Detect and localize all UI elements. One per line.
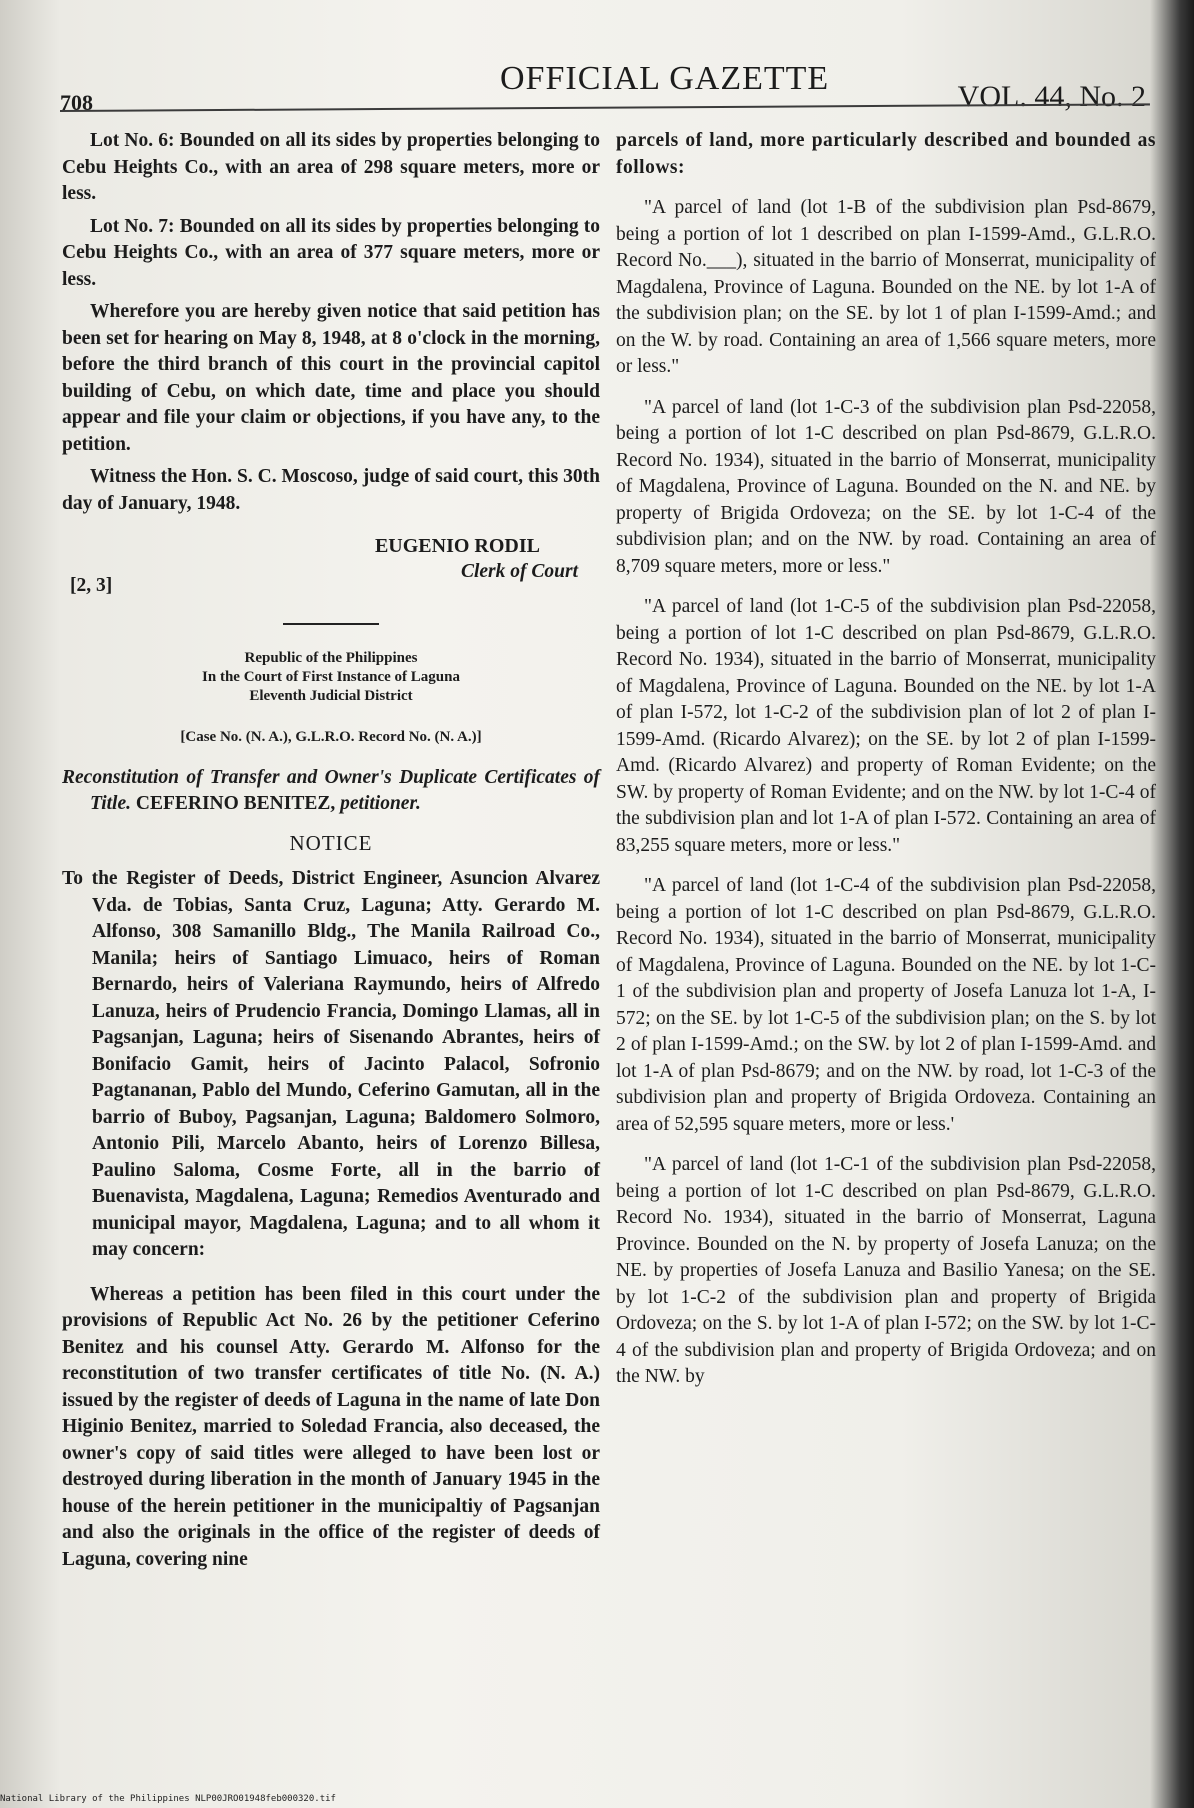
notice-heading: NOTICE	[289, 830, 373, 855]
page-header	[40, 52, 1174, 115]
signer-name: EUGENIO RODIL	[374, 535, 540, 557]
right-column	[616, 128, 1156, 1405]
signer-title: Clerk of Court	[460, 561, 578, 582]
republic-heading: Republic of the Philippines	[244, 650, 418, 666]
left-column	[62, 128, 600, 1585]
court-heading: In the Court of First Instance of Laguna	[202, 669, 460, 685]
parcel-lot-1-c-4: "A parcel of land (lot 1-C-4 of the subdivision plan Psd-22058, being a portion of lot 1-C described on plan Psd-8679, G.L.R.O. Record No. 1934), situated in the barrio of Monserrat, municipality of Magdalena, Province of Laguna. Bounded on the NE. by lot 1-C-1 of the subdivision plan and property of Josefa Lanuza lot 1-A, I-572; on the SE. by lot 1-C-5 of the subdivision plan; on the S. by lot 2 of plan I-1599-Amd.; on the SW. by lot 2 of plan I-1599-Amd. and lot 1-A of plan Psd-8679; and on the NW. by road, lot 1-C-3 of the subdivision plan and property of Brigida Ordoveza. Containing an area of 52,595 square meters, more or less.'	[616, 875, 1156, 1135]
page-number: 708	[60, 90, 93, 115]
petitioner-role: petitioner.	[340, 793, 421, 814]
petitioner-name: CEFERINO BENITEZ,	[135, 793, 336, 814]
whereas-paragraph: Whereas a petition has been filed in this court under the provisions of Republic Act No. 26 by the petitioner Ceferino Benitez and his counsel Atty. Gerardo M. Alfonso for the reconstitution of two transfer certificates of title No. (N. A.) issued by the register of deeds of Laguna in the name of late Don Higinio Benitez, married to Soledad Francia, also deceased, the owner's copy of said titles were alleged to have been lost or destroyed during liberation in the month of January 1945 in the house of the herein petitioner in the municipaltiy of Pagsanjan and also the originals in the office of the register of deeds of Laguna, covering nine	[62, 1283, 600, 1570]
wherefore-paragraph: Wherefore you are hereby given notice that said petition has been set for hearing on May 8, 1948, at 8 o'clock in the morning, before the third branch of this court in the provincial capitol building of Cebu, on which date, time and place you should appear and file your claim or objections, if you have any, to the petition.	[62, 301, 600, 455]
publication-title: OFFICIAL GAZETTE	[500, 60, 830, 97]
addressees-paragraph: To the Register of Deeds, District Engineer, Asuncion Alvarez Vda. de Tobias, Santa Cruz, Laguna; Atty. Gerardo M. Alfonso, 308 Samanillo Bldg., The Manila Railroad Co., Manila; heirs of Santiago Limuaco, heirs of Roman Bernardo, heirs of Valeriana Raymundo, heirs of Alfredo Lanuza, heirs of Prudencio Francia, Domingo Llamas, all in Pagsanjan, Laguna; heirs of Sisenando Abrantes, heirs of Bonifacio Gamit, heirs of Jacinto Palacol, Sofronio Pagtananan, Pablo del Mundo, Ceferino Gamutan, all in the barrio of Buboy, Pagsanjan, Laguna; Baldomero Solmoro, Antonio Pili, Marcelo Abanto, heirs of Lorenzo Billesa, Paulino Saloma, Cosme Forte, all in the barrio of Buenavista, Magdalena, Laguna; Remedios Aventurado and municipal mayor, Magdalena, Laguna; and to all whom it may concern:	[62, 868, 600, 1260]
parcel-lot-1-c-3: "A parcel of land (lot 1-C-3 of the subdivision plan Psd-22058, being a portion of lot 1-C described on plan Psd-8679, G.L.R.O. Record No. 1934), situated in the barrio of Monserrat, municipality of Magdalena, Province of Laguna. Bounded on the N. and NE. by property of Brigida Ordoveza; on the SE. by lot 1-C-4 of the subdivision plan; and on the NW. by road. Containing an area of 8,709 square meters, more or less."	[616, 396, 1156, 577]
parcels-intro: parcels of land, more particularly described and bounded as follows:	[616, 130, 1156, 178]
witness-paragraph: Witness the Hon. S. C. Moscoso, judge of said court, this 30th day of January, 1948.	[62, 466, 600, 514]
signature-block	[62, 533, 600, 596]
lot-7-paragraph: Lot No. 7: Bounded on all its sides by properties belonging to Cebu Heights Co., with an area of 377 square meters, more or less.	[62, 215, 600, 290]
parcel-lot-1-b: "A parcel of land (lot 1-B of the subdivision plan Psd-8679, being a portion of lot 1 described on plan I-1599-Amd., G.L.R.O. Record No.___), situated in the barrio of Monserrat, municipality of Magdalena, Province of Laguna. Bounded on the NE. by lot 1-A of the subdivision plan; on the SE. by lot 1 of plan I-1599-Amd.; and on the W. by road. Containing an area of 1,566 square meters, more or less."	[616, 197, 1156, 377]
case-title-text: Reconstitution of Transfer and Owner's Duplicate Certificates of Title.	[62, 766, 600, 814]
case-title	[62, 765, 600, 818]
district-heading: Eleventh Judicial District	[249, 688, 413, 704]
issue-reference: [2, 3]	[70, 575, 113, 596]
section-divider	[283, 623, 379, 625]
case-number: [Case No. (N. A.), G.L.R.O. Record No. (N. A.)]	[180, 729, 482, 745]
archive-footer: National Library of the Philippines NLP00JRO01948feb000320.tif	[0, 1794, 336, 1804]
parcel-lot-1-c-5: "A parcel of land (lot 1-C-5 of the subdivision plan Psd-22058, being a portion of lot 1-C described on plan Psd-8679, G.L.R.O. Record No. 1934), situated in the barrio of Monserrat, municipality of Magdalena, Province of Laguna. Bounded on the NE. by lot 1-A of plan I-572, lot 1-C-2 of the subdivision plan of lot 2 of plan I-1599-Amd. (Ricardo Alvarez); on the SE. by lot 2 of plan I-1599-Amd. (Ricardo Alvarez) and property of Roman Evidente; on the SW. by property of Roman Evidente; and on the NW. by lot 1-C-4 of the subdivision plan and lot 1-A of plan I-572. Containing an area of 83,255 square meters, more or less."	[616, 596, 1156, 856]
volume-number: VOL. 44, No. 2	[957, 80, 1146, 113]
parcel-lot-1-c-1: "A parcel of land (lot 1-C-1 of the subdivision plan Psd-22058, being a portion of lot 1-C described on plan Psd-8679, G.L.R.O. Record No. 1934), situated in the barrio of Monserrat, Laguna Province. Bounded on the N. by property of Josefa Lanuza; on the NE. by properties of Josefa Lanuza and Basilio Yanesa; on the SE. by lot 1-C-2 of the subdivision plan and property of Brigida Ordoveza; on the S. by lot 1-A of plan I-572; on the SW. by lot 1-C-4 of the subdivision plan and property of Brigida Ordoveza; and on the NW. by	[616, 1154, 1156, 1387]
lot-6-paragraph: Lot No. 6: Bounded on all its sides by properties belonging to Cebu Heights Co., with an area of 298 square meters, more or less.	[62, 130, 600, 204]
